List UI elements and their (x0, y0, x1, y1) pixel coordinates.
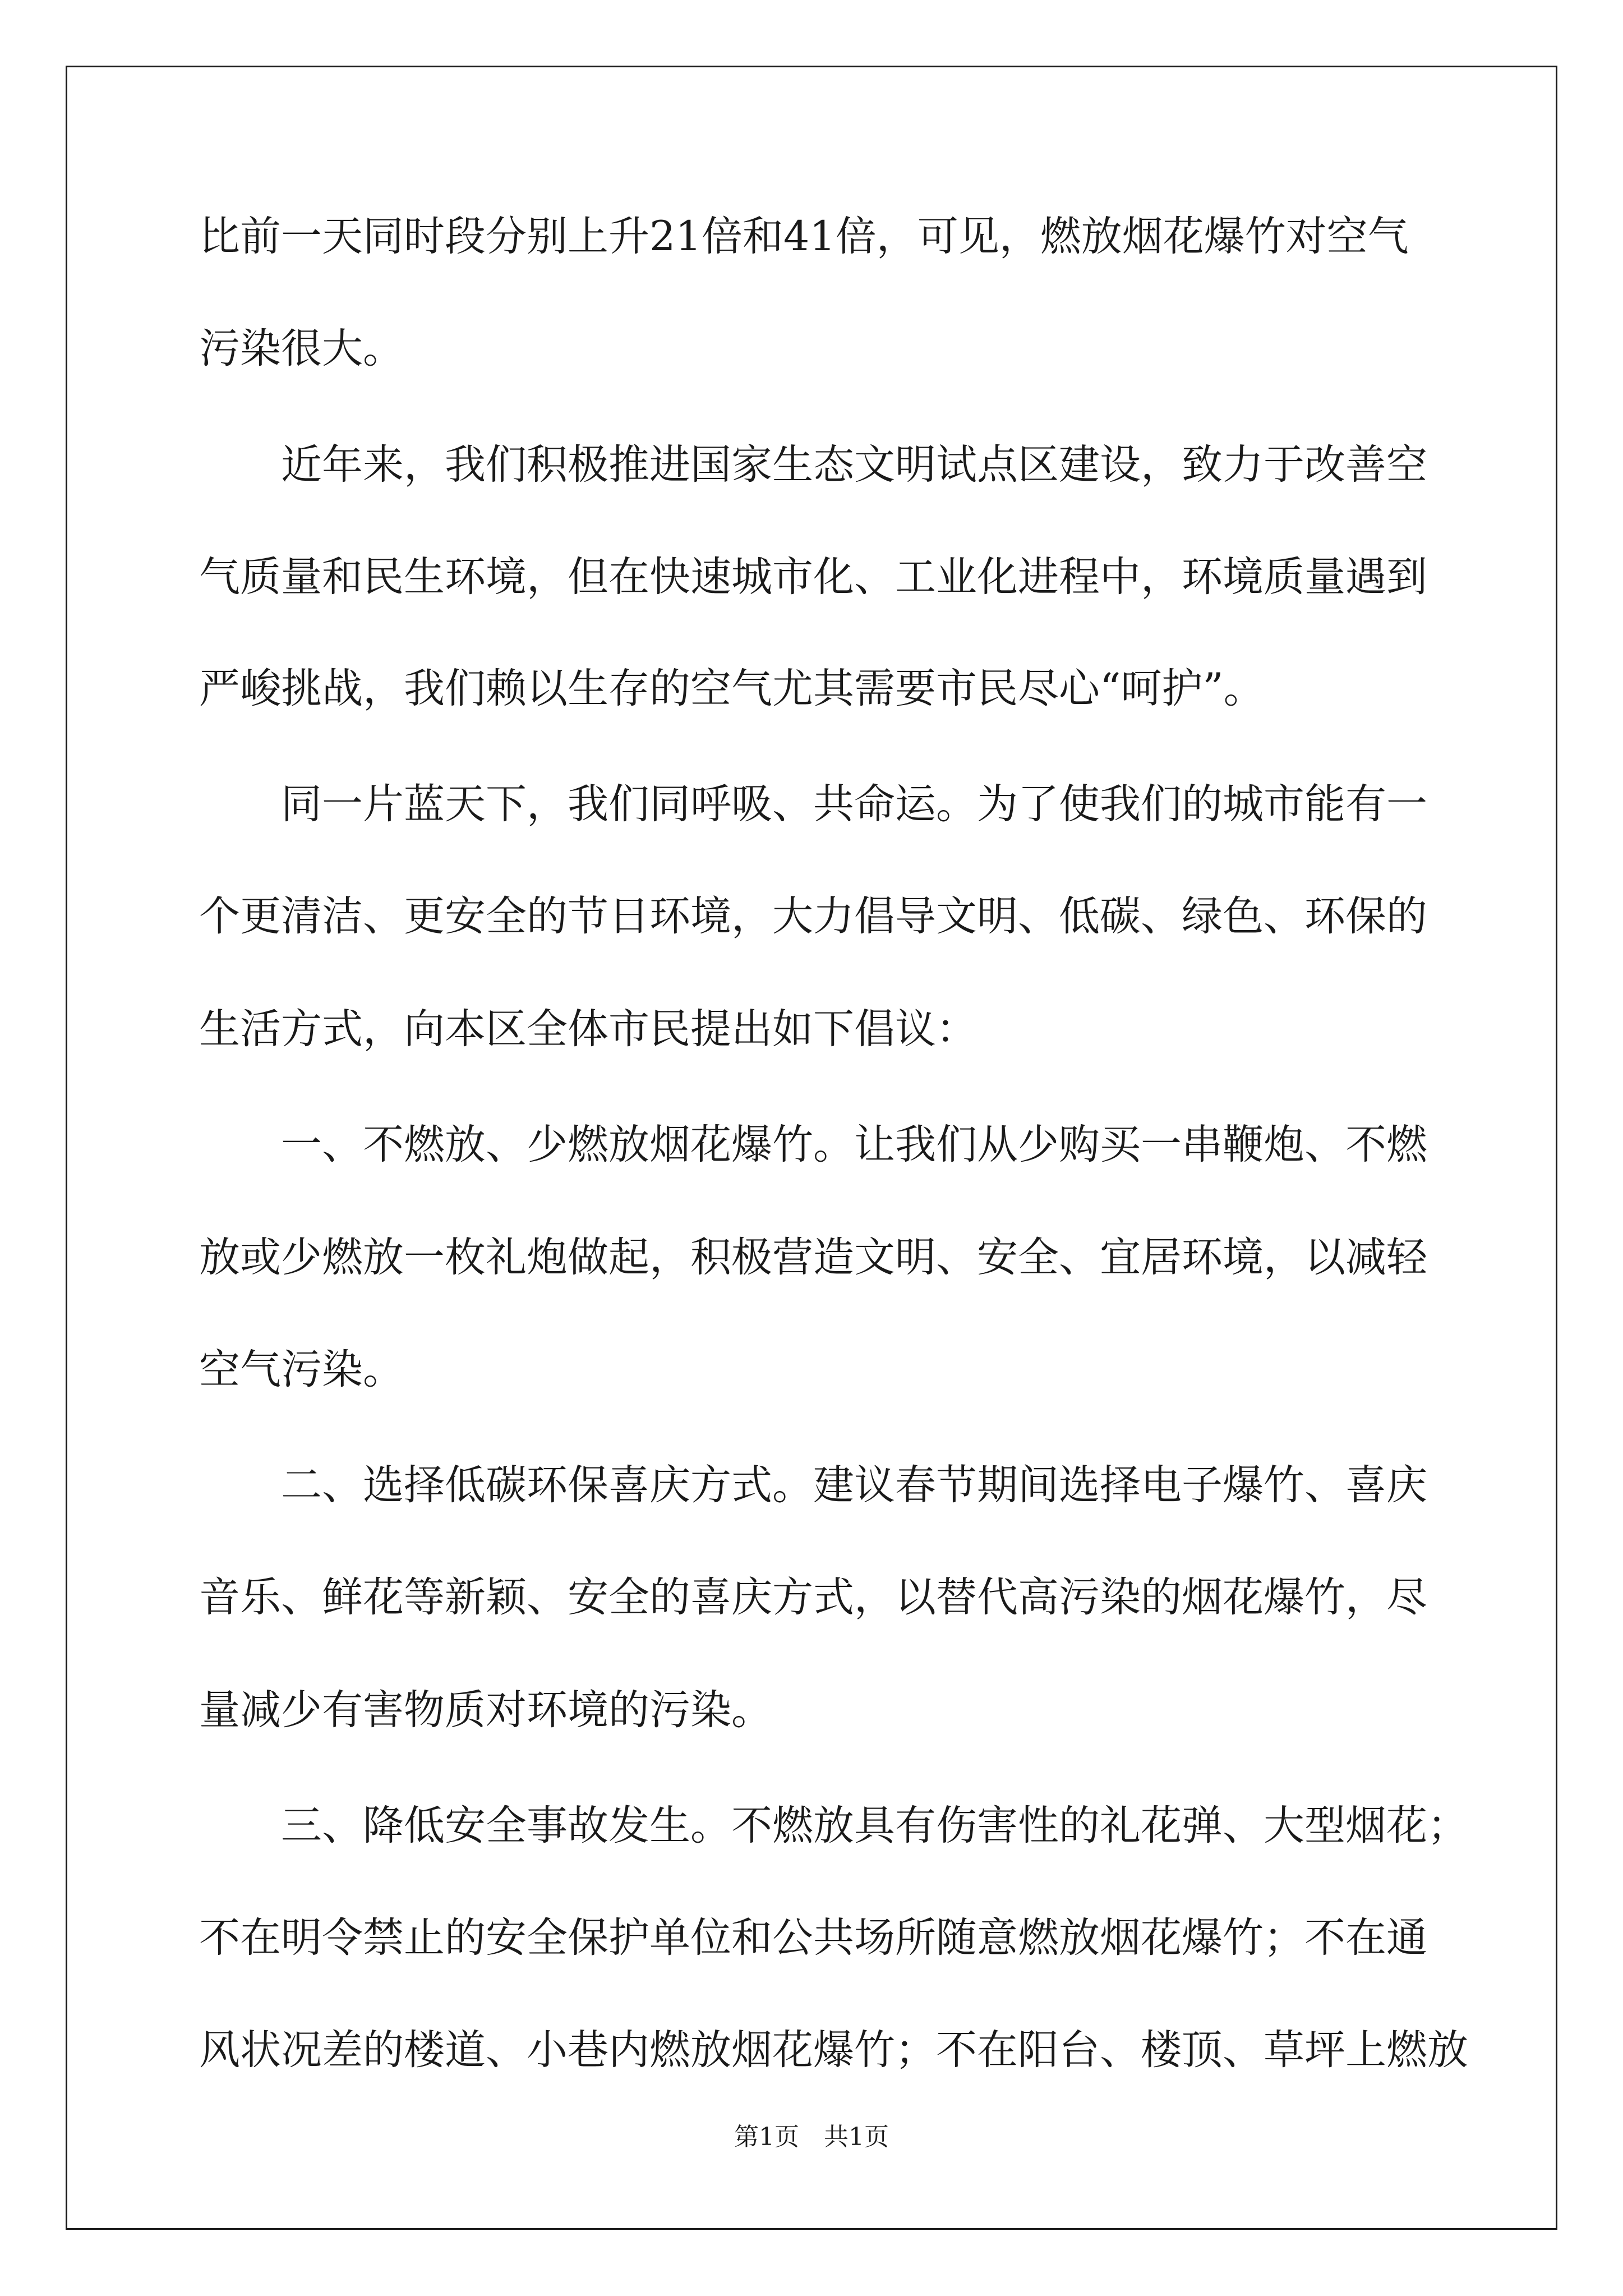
page-number: 第1页 共1页 (734, 2123, 889, 2151)
text-line: 量减少有害物质对环境的污染。 (199, 1686, 772, 1734)
text-line: 放或少燃放一枚礼炮做起，积极营造文明、安全、宜居环境，以减轻 (199, 1234, 1427, 1281)
text-line: 一、不燃放、少燃放烟花爆竹。让我们从少购买一串鞭炮、不燃 (199, 1121, 1427, 1168)
text-line: 空气污染。 (199, 1346, 404, 1393)
text-line: 近年来，我们积极推进国家生态文明试点区建设，致力于改善空 (199, 441, 1427, 489)
text-line: 严峻挑战，我们赖以生存的空气尤其需要市民尽心“呵护”。 (199, 665, 1265, 712)
text-line: 不在明令禁止的安全保护单位和公共场所随意燃放烟花爆竹；不在通 (199, 1914, 1427, 1962)
text-line: 生活方式，向本区全体市民提出如下倡议： (199, 1005, 977, 1053)
text-line: 风状况差的楼道、小巷内燃放烟花爆竹；不在阳台、楼顶、草坪上燃放 (199, 2026, 1468, 2074)
text-line: 气质量和民生环境，但在快速城市化、工业化进程中，环境质量遇到 (199, 553, 1427, 601)
text-line: 二、选择低碳环保喜庆方式。建议春节期间选择电子爆竹、喜庆 (199, 1461, 1427, 1509)
text-line: 个更清洁、更安全的节日环境，大力倡导文明、低碳、绿色、环保的 (199, 892, 1427, 940)
text-line: 比前一天同时段分别上升21倍和41倍，可见，燃放烟花爆竹对空气 (199, 213, 1409, 260)
text-line: 污染很大。 (199, 325, 404, 372)
text-line: 同一片蓝天下，我们同呼吸、共命运。为了使我们的城市能有一 (199, 780, 1427, 828)
text-line: 音乐、鲜花等新颖、安全的喜庆方式，以替代高污染的烟花爆竹，尽 (199, 1573, 1427, 1621)
text-line: 三、降低安全事故发生。不燃放具有伤害性的礼花弹、大型烟花； (199, 1802, 1468, 1849)
